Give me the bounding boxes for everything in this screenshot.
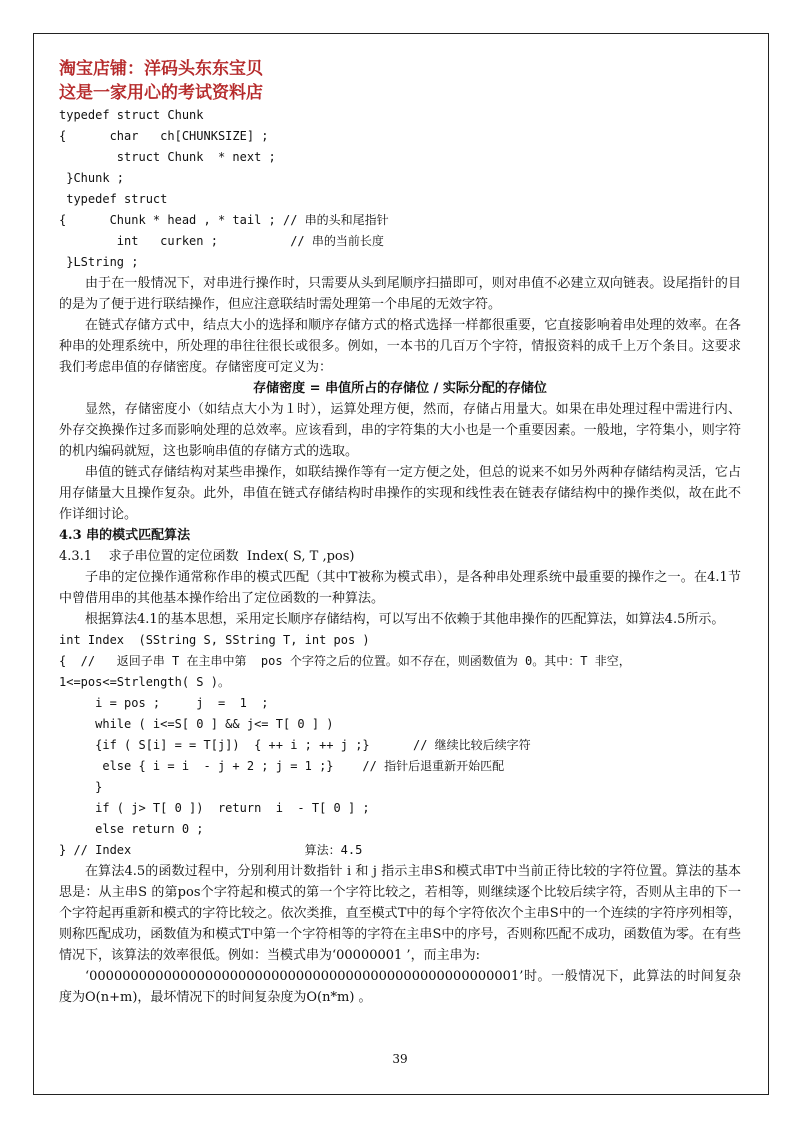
page-number: 39 xyxy=(392,1052,408,1066)
code-line: 1<=pos<=Strlength( S )。 xyxy=(59,675,230,689)
code-line: }Chunk ; xyxy=(59,171,125,185)
code-line: }LString ; xyxy=(59,255,139,269)
code-line: int curken ; // 串的当前长度 xyxy=(59,234,384,248)
code-line: { Chunk * head , * tail ; // 串的头和尾指针 xyxy=(59,213,389,227)
shop-name: 淘宝店铺：洋码头东东宝贝 xyxy=(59,59,263,79)
code-line: } xyxy=(59,780,103,794)
paragraph: 在链式存储方式中，结点大小的选择和顺序存储方式的格式选择一样都很重要，它直接影响着串处理的效率。在各种串的处理系统中，所处理的串往往很长或很多。例如，一本书的几百万个字符，情报资料的成千上万个条目。这要求我们考虑串值的存储密度。存储密度可定义为： xyxy=(59,318,741,375)
code-line: } // Index 算法：4.5 xyxy=(59,843,363,857)
code-block-index xyxy=(59,630,741,861)
paragraph: ‘0000000000000000000000000000000000000000000000000001’时。一般情况下，此算法的时间复杂度为O(n+m)，最坏情况下的时间复杂度为O(n*m) 。 xyxy=(59,969,741,1005)
code-line: else { i = i - j + 2 ; j = 1 ;} // 指针后退重新开始匹配 xyxy=(59,759,505,773)
paragraph: 在算法4.5的函数过程中，分别利用计数指针 i 和 j 指示主串S和模式串T中当前正待比较的字符位置。算法的基本思是：从主串S 的第pos个字符起和模式的第一个字符比较之，若相等，则继续逐个比较后续字符，否则从主串的下一个字符起再重新和模式的字符比较之。依次类推，直至模式T中的每个字符依次个主串S中的一个连续的字符序列相等，则称匹配成功，函数值为和模式T中第一个字符相等的字符在主串S中的序号，否则称匹配不成功，函数值为零。在有些情况下，该算法的效率很低。例如：当模式串为‘00000001 ’，而主串为: xyxy=(59,864,741,963)
code-line: typedef struct Chunk xyxy=(59,108,204,122)
code-line: { // 返回子串 T 在主串中第 pos 个字符之后的位置。如不存在，则函数值为 0。其中：T 非空， xyxy=(59,654,631,668)
code-line: i = pos ; j = 1 ; xyxy=(59,696,269,710)
code-line: { char ch[CHUNKSIZE] ; xyxy=(59,129,269,143)
paragraph: 由于在一般情况下，对串进行操作时，只需要从头到尾顺序扫描即可，则对串值不必建立双向链表。设尾指针的目的是为了便于进行联结操作，但应注意联结时需处理第一个串尾的无效字符。 xyxy=(59,276,741,312)
section-title: 4.3 串的模式匹配算法 xyxy=(59,528,191,543)
code-line: while ( i<=S[ 0 ] && j<= T[ 0 ] ) xyxy=(59,717,334,731)
code-line: typedef struct xyxy=(59,192,168,206)
code-line: {if ( S[i] = = T[j]) { ++ i ; ++ j ;} // 继续比较后续字符 xyxy=(59,738,531,752)
formula: 存储密度 = 串值所占的存储位 / 实际分配的存储位 xyxy=(253,381,547,396)
code-line: int Index (SString S, SString T, int pos ) xyxy=(59,633,370,647)
shop-slogan: 这是一家用心的考试资料店 xyxy=(59,83,263,103)
paragraph: 串值的链式存储结构对某些串操作，如联结操作等有一定方便之处，但总的说来不如另外两种存储结构灵活，它占用存储量大且操作复杂。此外，串值在链式存储结构时串操作的实现和线性表在链表存储结构中的操作类似，故在此不作详细讨论。 xyxy=(59,465,741,522)
paragraph: 子串的定位操作通常称作串的模式匹配（其中T被称为模式串），是各种串处理系统中最重要的操作之一。在4.1节中曾借用串的其他基本操作给出了定位函数的一种算法。 xyxy=(59,570,741,606)
code-line: else return 0 ; xyxy=(59,822,204,836)
paragraph: 根据算法4.1的基本思想，采用定长顺序存储结构，可以写出不依赖于其他串操作的匹配算法，如算法4.5所示。 xyxy=(85,612,725,627)
code-line: struct Chunk * next ; xyxy=(59,150,276,164)
subsection-title: 4.3.1 求子串位置的定位函数 Index( S, T ,pos) xyxy=(59,549,355,564)
paragraph: 显然，存储密度小（如结点大小为１时），运算处理方便，然而，存储占用量大。如果在串处理过程中需进行内、外存交换操作过多而影响处理的总效率。应该看到，串的字符集的大小也是一个重要因素。一般地，字符集小，则字符的机内编码就短，这也影响串值的存储方式的选取。 xyxy=(59,402,741,459)
code-block-struct xyxy=(59,105,741,273)
page-content xyxy=(59,57,741,1008)
code-line: if ( j> T[ 0 ]) return i - T[ 0 ] ; xyxy=(59,801,370,815)
